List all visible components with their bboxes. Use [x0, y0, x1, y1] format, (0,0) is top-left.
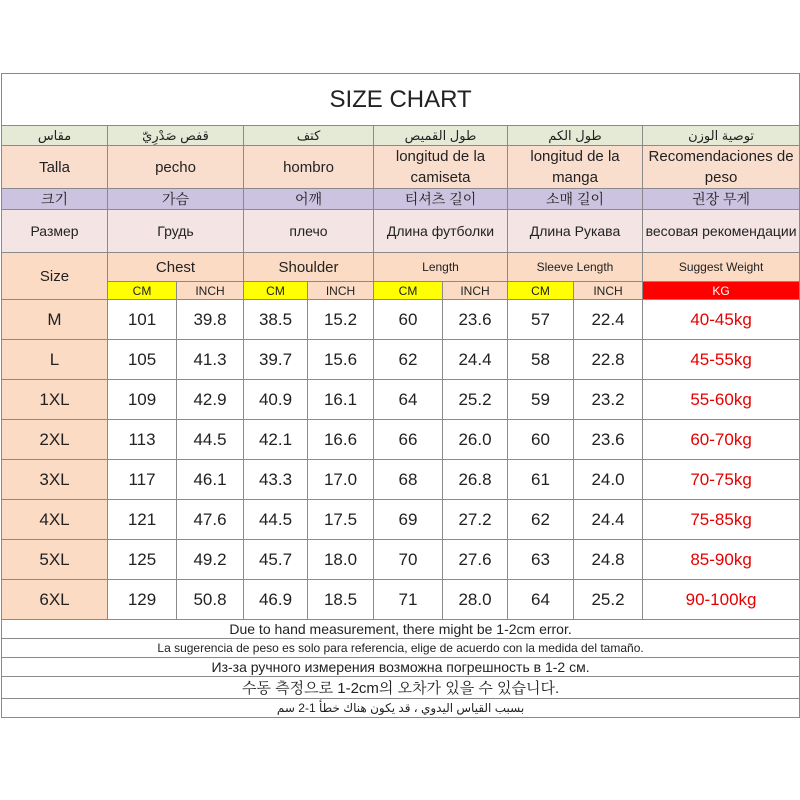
note-row [2, 620, 800, 639]
chest-cm-cell: 121 [108, 500, 177, 540]
chest-cm-cell: 113 [108, 420, 177, 460]
russian-chest-label: Грудь [108, 210, 244, 253]
sleeve-inch-cell: 24.0 [574, 460, 643, 500]
table-row [2, 420, 800, 460]
chest-inch-cell: 50.8 [177, 580, 244, 620]
note-row [2, 677, 800, 699]
note-row [2, 699, 800, 718]
note-spanish: La sugerencia de peso es solo para referencia, elige de acuerdo con la medida del tamaño. [2, 639, 800, 658]
length-cm-cell: 60 [374, 300, 443, 340]
note-english: Due to hand measurement, there might be 1-2cm error. [2, 620, 800, 639]
sleeve-cm-unit: CM [508, 282, 574, 300]
shoulder-cm-cell: 39.7 [244, 340, 308, 380]
sleeve-inch-cell: 23.6 [574, 420, 643, 460]
korean-sleeve-label: 소매 길이 [508, 189, 643, 210]
table-row [2, 500, 800, 540]
length-cm-cell: 69 [374, 500, 443, 540]
arabic-shoulder-label: كتف [244, 126, 374, 146]
size-cell: 2XL [2, 420, 108, 460]
sleeve-cm-cell: 64 [508, 580, 574, 620]
sleeve-inch-cell: 24.8 [574, 540, 643, 580]
russian-weight-label: весовая рекомендации [643, 210, 800, 253]
shoulder-header: Shoulder [244, 253, 374, 282]
size-column-header: Size [2, 253, 108, 300]
length-cm-cell: 64 [374, 380, 443, 420]
chest-cm-cell: 101 [108, 300, 177, 340]
length-inch-cell: 26.8 [443, 460, 508, 500]
weight-cell: 60-70kg [643, 420, 800, 460]
shoulder-cm-cell: 44.5 [244, 500, 308, 540]
weight-cell: 90-100kg [643, 580, 800, 620]
shoulder-inch-cell: 16.6 [308, 420, 374, 460]
sleeve-inch-cell: 22.8 [574, 340, 643, 380]
sleeve-cm-cell: 58 [508, 340, 574, 380]
chest-inch-cell: 47.6 [177, 500, 244, 540]
arabic-length-label: طول القميص [374, 126, 508, 146]
sleeve-inch-cell: 23.2 [574, 380, 643, 420]
chest-cm-cell: 105 [108, 340, 177, 380]
spanish-length-label: longitud de la camiseta [374, 146, 508, 189]
weight-kg-unit: KG [643, 282, 800, 300]
sleeve-cm-cell: 63 [508, 540, 574, 580]
length-cm-cell: 71 [374, 580, 443, 620]
size-cell: 1XL [2, 380, 108, 420]
sleeve-inch-cell: 25.2 [574, 580, 643, 620]
note-row [2, 658, 800, 677]
shoulder-cm-cell: 42.1 [244, 420, 308, 460]
sleeve-cm-cell: 57 [508, 300, 574, 340]
shoulder-cm-cell: 38.5 [244, 300, 308, 340]
unit-row [2, 282, 800, 300]
sleeve-cm-cell: 62 [508, 500, 574, 540]
shoulder-inch-cell: 16.1 [308, 380, 374, 420]
arabic-weight-label: توصية الوزن [643, 126, 800, 146]
chest-inch-unit: INCH [177, 282, 244, 300]
suggest-weight-header: Suggest Weight [643, 253, 800, 282]
weight-cell: 75-85kg [643, 500, 800, 540]
shoulder-inch-cell: 17.5 [308, 500, 374, 540]
arabic-chest-label: قفص صَدْرِيّ [108, 126, 244, 146]
table-row [2, 300, 800, 340]
spanish-chest-label: pecho [108, 146, 244, 189]
length-cm-cell: 70 [374, 540, 443, 580]
size-cell: 5XL [2, 540, 108, 580]
chest-cm-cell: 125 [108, 540, 177, 580]
size-cell: 3XL [2, 460, 108, 500]
chest-header: Chest [108, 253, 244, 282]
sleeve-inch-cell: 22.4 [574, 300, 643, 340]
arabic-sleeve-label: طول الكم [508, 126, 643, 146]
weight-cell: 85-90kg [643, 540, 800, 580]
russian-header-row [2, 210, 800, 253]
note-russian: Из-за ручного измерения возможна погрешность в 1-2 см. [2, 658, 800, 677]
length-header: Length [374, 253, 508, 282]
length-cm-cell: 68 [374, 460, 443, 500]
chest-cm-cell: 117 [108, 460, 177, 500]
weight-cell: 70-75kg [643, 460, 800, 500]
sleeve-cm-cell: 61 [508, 460, 574, 500]
chest-cm-cell: 109 [108, 380, 177, 420]
chest-inch-cell: 41.3 [177, 340, 244, 380]
size-chart-table [1, 73, 800, 718]
spanish-header-row [2, 146, 800, 189]
chest-inch-cell: 46.1 [177, 460, 244, 500]
length-inch-cell: 27.2 [443, 500, 508, 540]
weight-cell: 45-55kg [643, 340, 800, 380]
chest-inch-cell: 42.9 [177, 380, 244, 420]
length-inch-cell: 25.2 [443, 380, 508, 420]
sleeve-length-header: Sleeve Length [508, 253, 643, 282]
table-row [2, 580, 800, 620]
shoulder-cm-unit: CM [244, 282, 308, 300]
sleeve-cm-cell: 60 [508, 420, 574, 460]
shoulder-cm-cell: 46.9 [244, 580, 308, 620]
shoulder-cm-cell: 45.7 [244, 540, 308, 580]
table-row [2, 460, 800, 500]
length-inch-unit: INCH [443, 282, 508, 300]
chest-inch-cell: 39.8 [177, 300, 244, 340]
arabic-size-label: مقاس [2, 126, 108, 146]
chest-inch-cell: 49.2 [177, 540, 244, 580]
spanish-sleeve-label: longitud de la manga [508, 146, 643, 189]
length-cm-cell: 62 [374, 340, 443, 380]
size-cell: L [2, 340, 108, 380]
korean-length-label: 티셔츠 길이 [374, 189, 508, 210]
shoulder-inch-cell: 15.2 [308, 300, 374, 340]
sleeve-inch-cell: 24.4 [574, 500, 643, 540]
english-header-row [2, 253, 800, 282]
russian-length-label: Длина футболки [374, 210, 508, 253]
chest-cm-unit: CM [108, 282, 177, 300]
weight-cell: 55-60kg [643, 380, 800, 420]
korean-shoulder-label: 어깨 [244, 189, 374, 210]
korean-chest-label: 가슴 [108, 189, 244, 210]
shoulder-inch-cell: 18.0 [308, 540, 374, 580]
spanish-size-label: Talla [2, 146, 108, 189]
shoulder-cm-cell: 40.9 [244, 380, 308, 420]
sleeve-inch-unit: INCH [574, 282, 643, 300]
chest-inch-cell: 44.5 [177, 420, 244, 460]
size-cell: 4XL [2, 500, 108, 540]
arabic-header-row [2, 126, 800, 146]
shoulder-cm-cell: 43.3 [244, 460, 308, 500]
chart-title: SIZE CHART [2, 74, 800, 126]
table-row [2, 540, 800, 580]
length-inch-cell: 24.4 [443, 340, 508, 380]
length-inch-cell: 26.0 [443, 420, 508, 460]
size-cell: M [2, 300, 108, 340]
russian-sleeve-label: Длина Рукава [508, 210, 643, 253]
table-row [2, 380, 800, 420]
note-arabic: بسبب القياس اليدوي ، قد يكون هناك خطأ 1-2 سم [2, 699, 800, 718]
shoulder-inch-unit: INCH [308, 282, 374, 300]
russian-shoulder-label: плечо [244, 210, 374, 253]
note-row [2, 639, 800, 658]
length-inch-cell: 27.6 [443, 540, 508, 580]
length-cm-cell: 66 [374, 420, 443, 460]
length-cm-unit: CM [374, 282, 443, 300]
shoulder-inch-cell: 17.0 [308, 460, 374, 500]
length-inch-cell: 23.6 [443, 300, 508, 340]
korean-header-row [2, 189, 800, 210]
spanish-weight-label: Recomendaciones de peso [643, 146, 800, 189]
korean-size-label: 크기 [2, 189, 108, 210]
title-row [2, 74, 800, 126]
russian-size-label: Размер [2, 210, 108, 253]
chest-cm-cell: 129 [108, 580, 177, 620]
spanish-shoulder-label: hombro [244, 146, 374, 189]
note-korean: 수동 측정으로 1-2cm의 오차가 있을 수 있습니다. [2, 677, 800, 699]
korean-weight-label: 권장 무게 [643, 189, 800, 210]
weight-cell: 40-45kg [643, 300, 800, 340]
length-inch-cell: 28.0 [443, 580, 508, 620]
shoulder-inch-cell: 15.6 [308, 340, 374, 380]
shoulder-inch-cell: 18.5 [308, 580, 374, 620]
table-row [2, 340, 800, 380]
sleeve-cm-cell: 59 [508, 380, 574, 420]
size-cell: 6XL [2, 580, 108, 620]
